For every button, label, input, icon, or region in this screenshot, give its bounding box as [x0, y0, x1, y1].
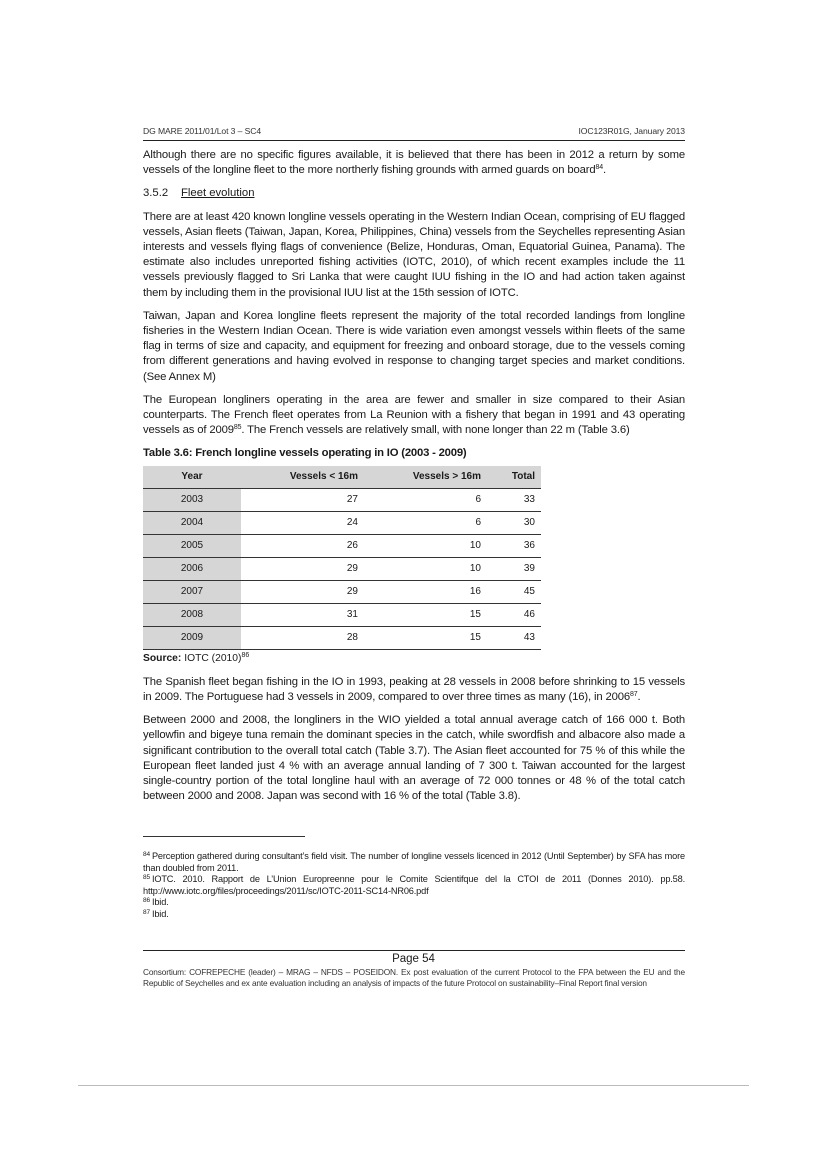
footer-text: Consortium: COFREPECHE (leader) – MRAG – NFDS – POSEIDON. Ex post evaluation of the current Protocol to the FPA between the EU and the Republic of Seychelles and ex ante evaluation including an analysis of impacts of the future Protocol on sustainability–Final Report final version — [143, 967, 685, 988]
year-cell: 2004 — [143, 511, 241, 534]
footnote: $^{85}$ IOTC. 2010. Rapport de L’Union Europreenne pour le Comite Scientifque del la CTOI de 2011 (Donnes 2010). pp.58. http://www.iotc.org/files/proceedings/2011/sc/IOTC-2011-SC14-NR06.pdf — [143, 874, 685, 896]
page-bottom-divider — [78, 1085, 749, 1086]
paragraph: There are at least 420 known longline vessels operating in the Western Indian Ocean, comprising of EU flagged vessels, Asian fleets (Taiwan, Japan, Korea, Philippines, China) vessels from the Seychelles representing Asian interests and vessels flying flags of convenience (Belize, Honduras, Oman, Equatorial Guinea, Panama). The estimate also includes unreported fishing activities (IOTC, 2010), of which recent examples include the 11 vessels previously flagged to Sri Lanka that were caught IUU fishing in the IO and had action taken against them by including them in the provisional IUU list at the 15th session of IOTC. — [143, 210, 685, 299]
footnote-ref[interactable]: 84 — [595, 164, 603, 172]
paragraph: Between 2000 and 2008, the longliners in the WIO yielded a total annual average catch of 166 000 t. Both yellowfin and bigeye tuna remain the dominant species in the catch, while swordfish and albacore also made a significant contribution to the overall total catch (Table 3.7). The Asian fleet accounted for 75 % of this while the European fleet landed just 4 % with an average annual landing of 7 300 t. Taiwan accounted for the largest single-country portion of the total longline haul with an average of 72 000 tonnes or 48 % of the total catch between 2000 and 2008. Japan was second with 16 % of the total (Table 3.8). — [143, 714, 685, 803]
cell: 30 — [487, 511, 541, 534]
table-row — [143, 580, 541, 603]
table-row — [143, 626, 541, 649]
cell: 10 — [364, 557, 487, 580]
footnote-ref[interactable]: 87 — [630, 691, 638, 699]
cell: 46 — [487, 603, 541, 626]
footnote-separator — [143, 836, 305, 837]
year-cell: 2003 — [143, 488, 241, 511]
cell: 28 — [241, 626, 364, 649]
cell: 45 — [487, 580, 541, 603]
footer-rule — [143, 950, 685, 951]
cell: 24 — [241, 511, 364, 534]
cell: 29 — [241, 580, 364, 603]
column-header: Vessels < 16m — [241, 466, 364, 489]
section-number: 3.5.2 — [143, 187, 169, 200]
footnote: $^{84}$ Perception gathered during consultant’s field visit. The number of longline vessels licenced in 2012 (Until September) by SFA has more than doubled from 2011. — [143, 851, 685, 873]
cell: 33 — [487, 488, 541, 511]
paragraph: Taiwan, Japan and Korea longline fleets represent the majority of the total recorded landings from longline fisheries in the Western Indian Ocean. There is wide variation even amongst vessels within fleets of the same flag in terms of size and capacity, and equipment for freezing and onboard storage, due to the vessels coming from different generations and having evolved in response to changing target species and market conditions. (See Annex M) — [143, 309, 685, 383]
section-heading — [143, 186, 685, 201]
year-cell: 2008 — [143, 603, 241, 626]
cell: 15 — [364, 603, 487, 626]
paragraph: The Spanish fleet began fishing in the IO in 1993, peaking at 28 vessels in 2008 before shrinking to 15 vessels in 2009. The Portuguese had 3 vessels in 2009, compared to over three times as many (16), in 2006$^{87}$. — [143, 675, 685, 704]
cell: 15 — [364, 626, 487, 649]
table-caption: Table 3.6: French longline vessels operating in IO (2003 - 2009) — [143, 447, 467, 460]
cell: 29 — [241, 557, 364, 580]
column-header: Year — [143, 466, 241, 489]
year-cell: 2006 — [143, 557, 241, 580]
paragraph: The European longliners operating in the area are fewer and smaller in size compared to their Asian counterparts. The French fleet operates from La Reunion with a fishery that began in 1991 and 43 operating vessels as of 2009$^{85}$. The French vessels are relatively small, with none longer than 22 m (Table 3.6) — [143, 393, 685, 437]
vessels-table — [143, 466, 541, 650]
table-row — [143, 557, 541, 580]
cell: 6 — [364, 488, 487, 511]
running-header — [143, 126, 685, 140]
table-row — [143, 511, 541, 534]
year-cell: 2007 — [143, 580, 241, 603]
main-body — [143, 148, 685, 812]
cell: 31 — [241, 603, 364, 626]
page-number: Page 54 — [392, 953, 435, 965]
footnote: $^{86}$ Ibid. — [143, 897, 169, 908]
footnote: $^{87}$ Ibid. — [143, 908, 169, 919]
year-cell: 2009 — [143, 626, 241, 649]
header-rule — [143, 140, 685, 141]
column-header: Total — [487, 466, 541, 489]
footnote-ref[interactable]: 85 — [233, 424, 242, 432]
section-title: Fleet evolution — [181, 187, 255, 200]
cell: 27 — [241, 488, 364, 511]
header-left: DG MARE 2011/01/Lot 3 – SC4 — [143, 126, 261, 136]
table-row — [143, 488, 541, 511]
table-header-row — [143, 466, 541, 489]
column-header: Vessels > 16m — [364, 466, 487, 489]
table-source: Source: IOTC $(2010)^{86}$ — [143, 651, 250, 664]
table-row — [143, 603, 541, 626]
cell: 39 — [487, 557, 541, 580]
cell: 16 — [364, 580, 487, 603]
year-cell: 2005 — [143, 534, 241, 557]
table-row — [143, 534, 541, 557]
footnotes — [143, 851, 685, 921]
cell: 43 — [487, 626, 541, 649]
cell: 10 — [364, 534, 487, 557]
cell: 36 — [487, 534, 541, 557]
cell: 26 — [241, 534, 364, 557]
cell: 6 — [364, 511, 487, 534]
intro-paragraph: Although there are no specific figures available, it is believed that there has been in 2012 a return by some vessels of the longline fleet to the more northerly fishing grounds with armed guards on board$^{84}$. — [143, 149, 685, 177]
header-right: IOC123R01G, January 2013 — [578, 126, 685, 136]
footnote-ref[interactable]: 86 — [241, 651, 250, 659]
